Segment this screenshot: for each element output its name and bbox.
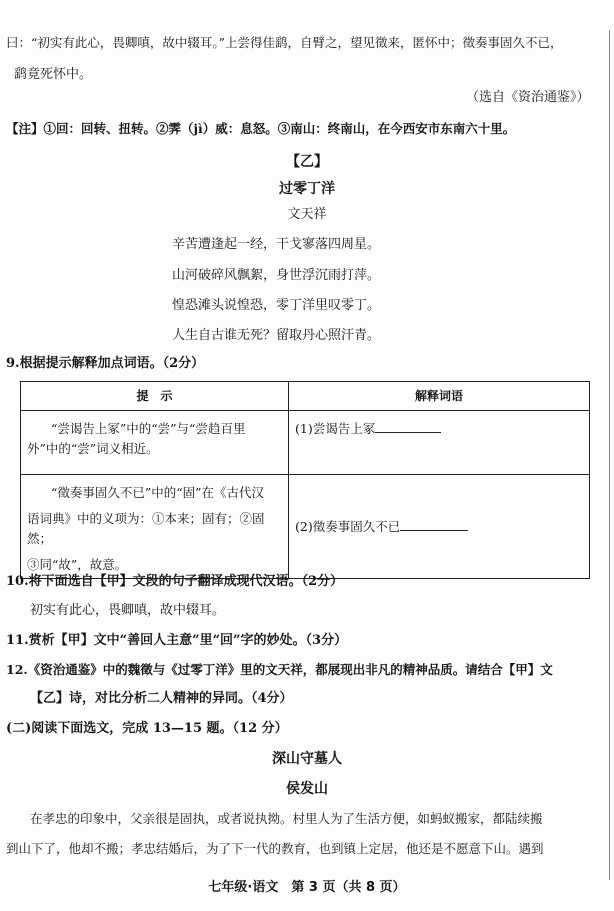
row1-hint-cell	[21, 411, 289, 475]
row1-answer-blank[interactable]	[375, 420, 441, 433]
page-footer: 七年级·语文 第 3 页（共 8 页）	[208, 880, 406, 895]
row2-hint-line-b: 语词典》中的义项为：①本来；固有；②固然；	[27, 511, 265, 546]
row1-answer-cell	[289, 411, 590, 475]
row2-answer-cell	[289, 475, 590, 579]
poem-verse-1: 辛苦遭逢起一经，干戈寥落四周星。	[172, 237, 381, 252]
row2-answer-label: (2)徵奏事固久不已	[295, 518, 401, 534]
poem-verse-3: 惶恐滩头说惶恐，零丁洋里叹零丁。	[172, 298, 381, 313]
article-paragraph-line-1: 在孝忠的印象中，父亲很是固执，或者说执拗。村里人为了生活方便，如蚂蚁搬家，都陆续搬	[30, 811, 543, 826]
question-10-prompt: 10.将下面选自【甲】文段的句子翻译成现代汉语。（2分）	[6, 574, 344, 589]
table-header-row	[21, 382, 590, 411]
article-author: 侯发山	[286, 781, 328, 797]
question-12-line-1: 12.《资治通鉴》中的魏徵与《过零丁洋》里的文天祥，都展现出非凡的精神品质。请结合【甲】文	[6, 662, 553, 677]
poem-verse-4: 人生自古谁无死？留取丹心照汗青。	[172, 328, 381, 343]
table-header-hint: 提 示	[21, 382, 289, 411]
row2-hint-line-c: ③同“故”，故意。	[27, 557, 128, 572]
poem-verse-2: 山河破碎风飘絮，身世浮沉雨打萍。	[172, 268, 381, 283]
row1-hint-line-a: “尝谒告上冢”中的“尝”与“尝趋百里	[51, 421, 246, 436]
row2-answer-blank[interactable]	[400, 518, 468, 531]
passage-a-source: （选自《资治通鉴》）	[466, 90, 590, 105]
row1-hint-line-b: 外”中的“尝”词义相近。	[27, 441, 159, 456]
table-header-explain: 解释词语	[289, 382, 590, 411]
question-9-table	[20, 381, 590, 579]
table-row	[21, 411, 590, 475]
question-12-line-2: 【乙】诗，对比分析二人精神的异同。（4分）	[30, 691, 293, 706]
row1-answer-label: (1)尝谒告上冢	[295, 421, 376, 436]
article-title: 深山守墓人	[272, 751, 342, 767]
table-row	[21, 475, 590, 579]
poem-author: 文天祥	[287, 207, 327, 222]
passage-a-line-1: 曰：“初实有此心，畏卿嗔，故中辍耳。”上尝得佳鹞，自臂之，望见徵来，匿怀中；徵奏事固久不已，	[6, 35, 563, 50]
passage-a-note: 【注】①回：回转、扭转。②霁（jì）威：息怒。③南山：终南山，在今西安市东南六十里。	[6, 121, 516, 136]
passage-a-line-2: 鹞竟死怀中。	[14, 67, 93, 82]
row2-hint-line-a: “徵奏事固久不已”中的“固”在《古代汉	[51, 485, 265, 500]
article-paragraph-line-2: 到山下了，他却不搬；孝忠结婚后，为了下一代的教育，也到镇上定居，他还是不愿意下山。遇到	[6, 841, 544, 856]
section-2-heading: (二)阅读下面选文，完成 13—15 题。（12 分）	[6, 721, 288, 736]
question-9-prompt: 9.根据提示解释加点词语。（2分）	[6, 356, 205, 371]
question-10-sentence: 初实有此心，畏卿嗔，故中辍耳。	[30, 603, 226, 618]
poem-title: 过零丁洋	[279, 181, 335, 197]
row2-hint-cell	[21, 475, 289, 579]
question-11-prompt: 11.赏析【甲】文中“善回人主意”里“回”字的妙处。（3分）	[6, 633, 348, 648]
passage-b-marker: 【乙】	[286, 154, 328, 170]
